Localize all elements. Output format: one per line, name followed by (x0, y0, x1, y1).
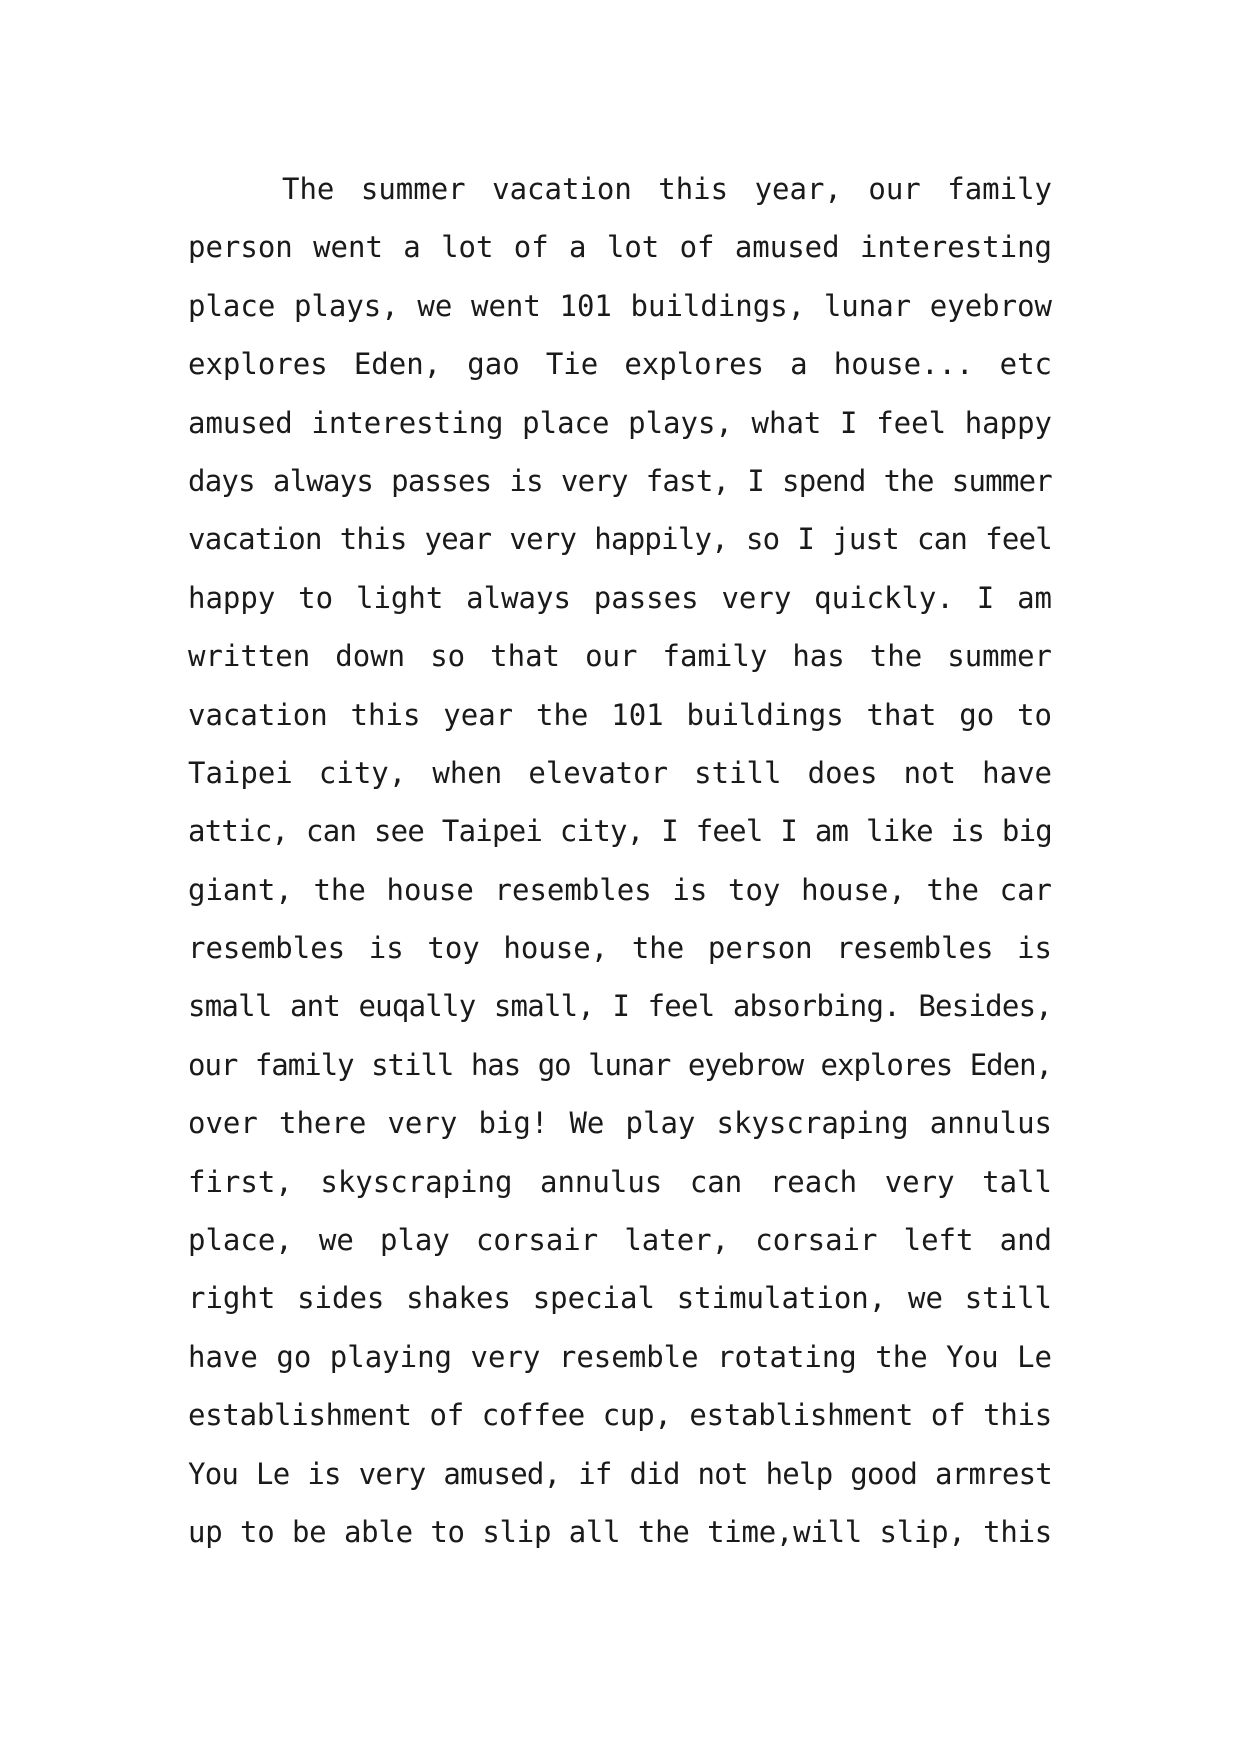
text-line: over there very big! We play skyscraping annulus (188, 1106, 1052, 1141)
body-paragraph (188, 160, 1052, 1561)
text-line: place, we play corsair later, corsair left and (188, 1223, 1052, 1258)
text-line: amused interesting place plays, what I feel happy (188, 405, 1052, 440)
text-line: right sides shakes special stimulation, we still (188, 1281, 1052, 1316)
text-line: happy to light always passes very quickly. I am (188, 580, 1052, 615)
text-line: explores Eden, gao Tie explores a house... etc (188, 347, 1052, 382)
text-line: Taipei city, when elevator still does not have (188, 755, 1052, 790)
text-line: vacation this year the 101 buildings that go to (188, 697, 1052, 732)
text-line: up to be able to slip all the time,will slip, this (188, 1514, 1052, 1549)
text-line: place plays, we went 101 buildings, lunar eyebrow (188, 288, 1052, 323)
text-line: resembles is toy house, the person resembles is (188, 931, 1052, 966)
text-line: establishment of coffee cup, establishment of this (188, 1398, 1052, 1433)
text-line: attic, can see Taipei city, I feel I am like is big (188, 814, 1052, 849)
text-line: first, skyscraping annulus can reach very tall (188, 1164, 1052, 1199)
text-line: person went a lot of a lot of amused interesting (188, 230, 1052, 265)
text-line: days always passes is very fast, I spend the summer (188, 463, 1052, 498)
text-line: written down so that our family has the summer (188, 639, 1052, 674)
text-line: our family still has go lunar eyebrow explores Eden, (188, 1047, 1052, 1082)
text-line: small ant euqally small, I feel absorbing. Besides, (188, 989, 1052, 1024)
text-line: vacation this year very happily, so I just can feel (188, 522, 1052, 557)
text-line: giant, the house resembles is toy house, the car (188, 872, 1052, 907)
text-line: You Le is very amused, if did not help good armrest (188, 1456, 1052, 1491)
text-line: have go playing very resemble rotating the You Le (188, 1339, 1052, 1374)
text-line: The summer vacation this year, our family (282, 172, 1052, 206)
